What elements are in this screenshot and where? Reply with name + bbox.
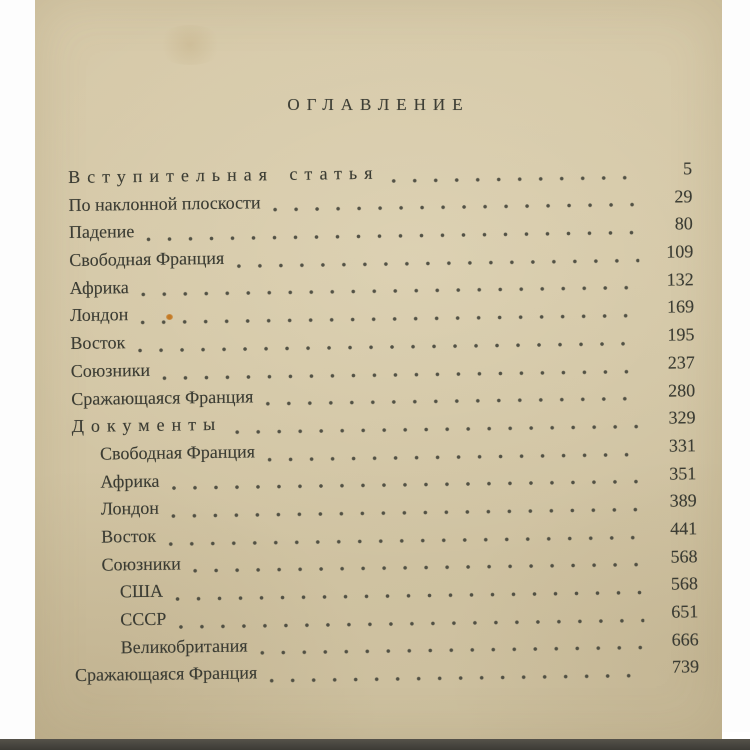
toc-entry-label: Сражающаяся Франция [74,662,258,686]
dot-leader [140,313,640,325]
toc-list [68,158,699,693]
dot-leader [391,175,638,183]
toc-entry-label: Свободная Франция [99,441,256,464]
toc-entry-label: Сражающаяся Франция [71,385,254,409]
dot-leader [267,452,642,462]
toc-entry-page-number: 568 [670,545,698,567]
toc-entry-page-number: 169 [666,296,695,318]
dot-leader [193,562,644,573]
dark-surface-bottom [0,739,750,750]
ink-stain [166,314,173,320]
dot-leader [260,645,645,655]
toc-entry-label: Африка [69,276,129,298]
toc-entry-page-number: 739 [671,656,700,677]
toc-entry-page-number: 331 [668,435,697,456]
toc-entry-label: Союзники [70,359,151,381]
toc-entry-page-number: 109 [666,241,694,262]
toc-entry-label: Африка [100,470,160,492]
toc-entry-label: Лондон [69,304,129,326]
dot-leader [146,230,639,242]
toc-entry-page-number: 132 [666,269,694,290]
toc-entry-label: Вступительная статья [68,162,380,187]
dot-leader [172,479,643,491]
toc-entry-label: По наклонной плоскости [68,192,261,215]
toc-entry-label: Великобритания [120,635,248,657]
photo-background-left [0,0,35,739]
toc-entry-label: Падение [68,221,135,243]
dot-leader [162,369,641,381]
toc-entry-page-number: 351 [669,462,697,484]
dot-leader [265,396,641,406]
dot-leader [234,424,642,435]
dot-leader [168,535,643,547]
toc-entry-label: Союзники [101,553,181,575]
dot-leader [178,618,644,630]
toc-entry-label: Документы [71,414,223,437]
toc-entry-page-number: 280 [668,379,696,401]
page-title: ОГЛАВЛЕНИЕ [287,95,470,114]
toc-entry-page-number: 80 [674,213,693,234]
book-page [35,0,722,739]
toc-entry-label: Лондон [100,498,160,519]
dot-leader [175,590,644,602]
toc-entry-page-number: 568 [670,573,699,594]
toc-entry-page-number: 651 [671,601,699,622]
toc-entry-page-number: 29 [674,185,693,207]
photo-background-right [722,0,750,732]
toc-entry-page-number: 666 [671,628,699,650]
toc-entry-label: СССР [120,608,167,630]
dot-leader [171,507,643,519]
toc-entry-label: США [119,581,164,602]
toc-entry-page-number: 5 [682,158,693,179]
toc-entry-page-number: 441 [669,518,698,539]
toc-entry-label: Восток [70,332,126,354]
toc-entry-page-number: 389 [669,490,697,511]
paper-smudge [155,25,225,65]
dot-leader [141,285,640,297]
toc-entry-page-number: 195 [667,324,695,345]
dot-leader [269,673,645,683]
dot-leader [137,341,640,353]
toc-entry-page-number: 237 [667,352,695,373]
toc-entry-page-number: 329 [668,407,696,428]
dot-leader [236,258,639,269]
toc-entry-label: Восток [101,525,157,547]
dot-leader [273,202,639,212]
toc-entry-label: Свободная Франция [69,247,225,271]
